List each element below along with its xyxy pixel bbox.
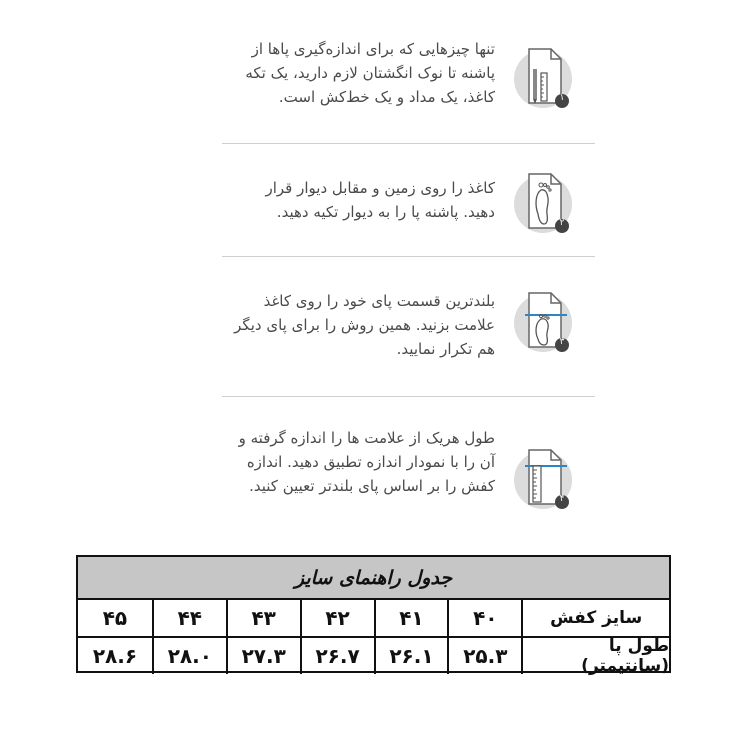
table-cell: ۲۶.۱ [374,638,448,674]
table-title: جدول راهنمای سایز [78,557,669,600]
step-3-badge: ۳ [559,337,565,347]
footprint-on-paper-icon [511,170,575,234]
step-1 [222,37,595,127]
step-1-text: تنها چیزهایی که برای اندازه‌گیری پاها از پاشنه تا نوک انگشتان لازم دارید، یک تکه کاغذ، یک مداد و یک خط‌کش است. [245,40,495,106]
step-3 [222,289,595,379]
step-4-text: طول هریک از علامت ها را اندازه گرفته و آن را با نمودار اندازه تطبیق دهید. اندازه کفش را بر اساس پای بلندتر تعیین کنید. [238,429,495,495]
paper-ruler-pencil-icon [511,45,575,109]
table-cell: ۲۸.۰ [152,638,226,674]
step-4 [222,426,595,526]
table-cell: ۴۲ [300,600,374,636]
table-cell: ۲۷.۳ [226,638,300,674]
table-row-shoe-size [78,600,669,636]
measure-mark-ruler-icon [511,446,575,510]
step-1-badge: ۱ [559,93,565,103]
step-4-badge: ۴ [559,494,565,504]
mark-foot-length-icon [511,289,575,353]
table-cell: ۴۳ [226,600,300,636]
row-label-shoe-size: سایز کفش [521,600,669,636]
divider-2 [222,256,595,257]
table-row-foot-length [78,636,669,674]
table-cell: ۴۴ [152,600,226,636]
divider-1 [222,143,595,144]
table-cell: ۲۶.۷ [300,638,374,674]
divider-3 [222,396,595,397]
table-cell: ۲۸.۶ [92,644,138,668]
table-cell: ۴۵ [102,606,128,630]
step-2-badge: ۲ [559,218,565,228]
step-2-text: کاغذ را روی زمین و مقابل دیوار قرار دهید. پاشنه پا را به دیوار تکیه دهید. [265,179,495,221]
table-cell: ۲۵.۳ [447,638,521,674]
row-label-foot-length: طول پا (سانتیمتر) [521,638,669,674]
table-cell: ۴۱ [374,600,448,636]
step-3-text: بلندترین قسمت پای خود را روی کاغذ علامت بزنید. همین روش را برای پای دیگر هم تکرار نمایید. [234,292,495,358]
table-cell: ۴۰ [447,600,521,636]
step-2 [222,176,595,256]
size-guide-table [76,555,671,676]
